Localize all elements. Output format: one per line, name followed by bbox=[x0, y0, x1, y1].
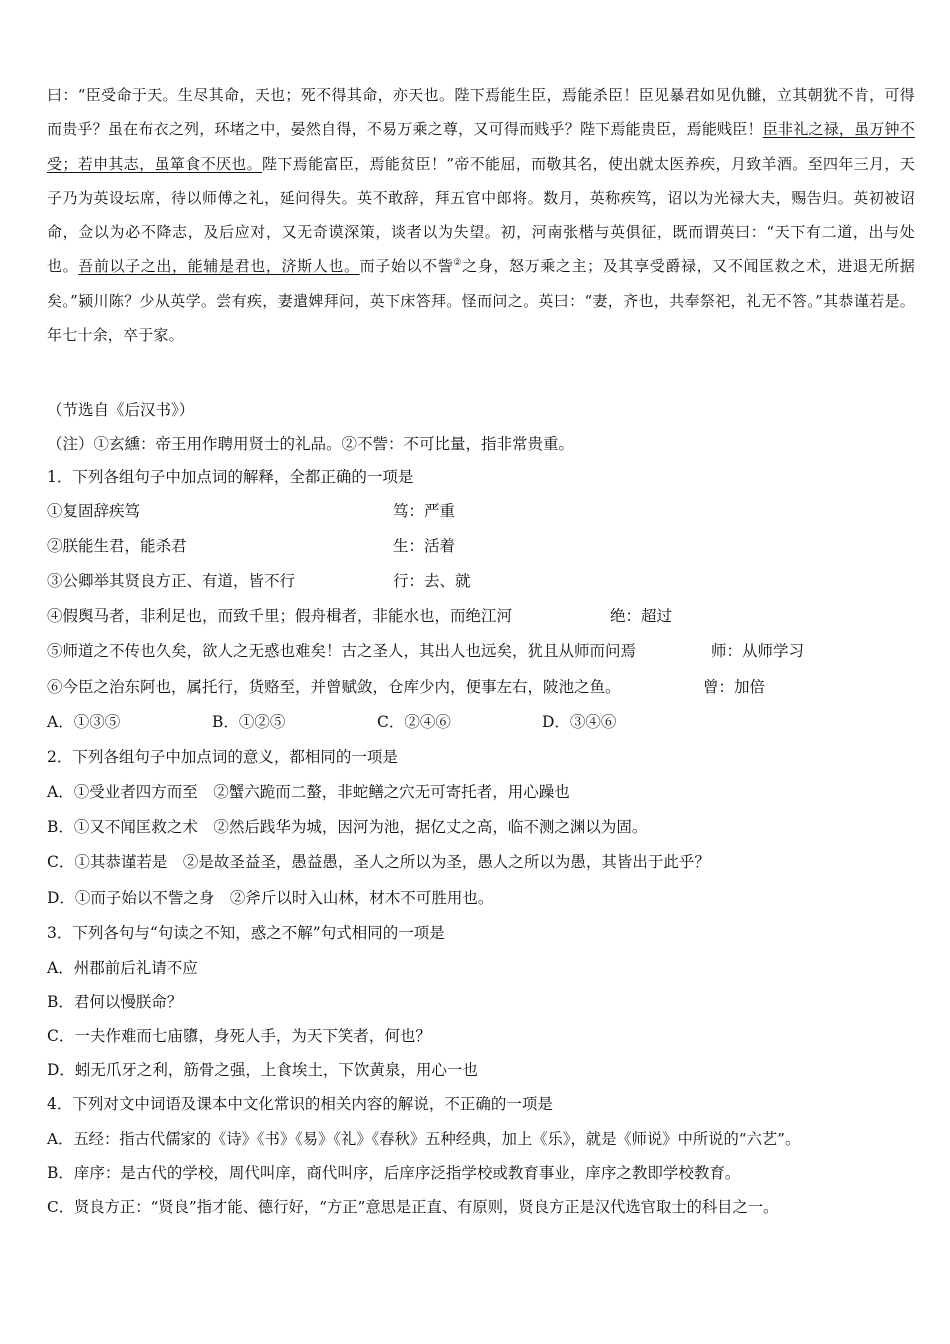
q1-item-gloss: 行：去、就 bbox=[393, 572, 471, 590]
q1-option-b[interactable]: B．①②⑤ bbox=[212, 713, 286, 731]
q1-item bbox=[47, 499, 927, 521]
q1-item-gloss: 曾：加倍 bbox=[703, 678, 766, 696]
question-4-stem: 4．下列对文中词语及课本中文化常识的相关内容的解说，不正确的一项是 bbox=[47, 1095, 553, 1113]
q1-item bbox=[47, 639, 927, 661]
q1-item-gloss: 师：从师学习 bbox=[711, 642, 805, 660]
q1-item bbox=[47, 569, 927, 591]
q1-item bbox=[47, 675, 927, 697]
q1-item-text: ④假舆马者，非利足也，而致千里；假舟楫者，非能水也，而绝江河 bbox=[47, 607, 513, 625]
q1-options bbox=[47, 710, 927, 732]
passage-text: 而子始以不訾 bbox=[359, 257, 454, 276]
footnote-marker: ② bbox=[453, 258, 463, 269]
q1-option-c[interactable]: C．②④⑥ bbox=[377, 713, 451, 731]
q2-option-c[interactable]: C．①其恭谨若是 ②是故圣益圣，愚益愚，圣人之所以为圣，愚人之所以为愚，其皆出于此乎？ bbox=[47, 853, 710, 871]
q4-option-a[interactable]: A．五经：指古代儒家的《诗》《书》《易》《礼》《春秋》五种经典，加上《乐》，就是《师说》中所说的“六艺”。 bbox=[47, 1130, 801, 1148]
q1-item-gloss: 生：活着 bbox=[393, 537, 456, 555]
underlined-sentence-2: 吾前以子之出，能辅是君也，济斯人也。 bbox=[78, 257, 360, 276]
q3-option-b[interactable]: B．君何以慢朕命？ bbox=[47, 993, 183, 1011]
question-2-stem: 2．下列各组句子中加点词的意义，都相同的一项是 bbox=[47, 748, 398, 766]
q4-option-b[interactable]: B．庠序：是古代的学校，周代叫庠，商代叫序，后庠序泛指学校或教育事业，庠序之教即学校教育。 bbox=[47, 1164, 741, 1182]
q1-item bbox=[47, 534, 927, 556]
q3-option-d[interactable]: D．蚓无爪牙之利，筋骨之强，上食埃土，下饮黄泉，用心一也 bbox=[47, 1061, 478, 1079]
q3-option-c[interactable]: C．一夫作难而七庙隳，身死人手，为天下笑者，何也？ bbox=[47, 1027, 431, 1045]
question-1-stem: 1．下列各组句子中加点词的解释，全都正确的一项是 bbox=[47, 468, 414, 486]
question-3-stem: 3．下列各句与“句读之不知，惑之不解”句式相同的一项是 bbox=[47, 924, 445, 942]
q1-item-gloss: 笃：严重 bbox=[393, 502, 456, 520]
q2-option-b[interactable]: B．①又不闻匡救之术 ②然后践华为城，因河为池，据亿丈之高，临不测之渊以为固。 bbox=[47, 818, 648, 836]
q1-item-gloss: 绝：超过 bbox=[610, 607, 673, 625]
q4-option-c[interactable]: C．贤良方正：“贤良”指才能、德行好，“方正”意思是正直、有原则，贤良方正是汉代选官取士的科目之一。 bbox=[47, 1198, 779, 1216]
source-citation: （节选自《后汉书》） bbox=[47, 401, 195, 419]
underlined-sentence-1: 臣非礼之禄，虽万钟不受；若申其志，虽箪食不厌也。 bbox=[47, 120, 915, 173]
q1-item-text: ③公卿举其贤良方正、有道，皆不行 bbox=[47, 572, 296, 590]
classical-passage bbox=[47, 78, 915, 352]
q1-item-text: ②朕能生君，能杀君 bbox=[47, 537, 187, 555]
q1-item-text: ⑤师道之不传也久矣，欲人之无惑也难矣！古之圣人，其出人也远矣，犹且从师而问焉 bbox=[47, 642, 637, 660]
q1-option-a[interactable]: A．①③⑤ bbox=[47, 713, 121, 731]
q1-item bbox=[47, 604, 927, 626]
q2-option-a[interactable]: A．①受业者四方而至 ②蟹六跪而二螯，非蛇鳝之穴无可寄托者，用心躁也 bbox=[47, 783, 570, 801]
q1-item-text: ①复固辞疾笃 bbox=[47, 502, 141, 520]
passage-text: 之身，怒万乘之主；及其享受爵禄，又不闻匡救之术，进退无所据矣。”颍川陈？少从英学。尝有疾，妻遣婢拜问，英下床答拜。怪而问之。英曰：“妻，齐也，共奉祭祀，礼无不答。”其恭谨若是。年七十余，卒于家。 bbox=[47, 257, 915, 345]
q2-option-d[interactable]: D．①而子始以不訾之身 ②斧斤以时入山林，材木不可胜用也。 bbox=[47, 889, 494, 907]
annotation-note: （注）①玄纁：帝王用作聘用贤士的礼品。②不訾：不可比量，指非常贵重。 bbox=[47, 435, 575, 453]
q1-item-text: ⑥今臣之治东阿也，属托行，货赂至，并曾赋敛，仓库少内，便事左右，陂池之鱼。 bbox=[47, 678, 621, 696]
q3-option-a[interactable]: A．州郡前后礼请不应 bbox=[47, 959, 198, 977]
passage-text: 陛下焉能富臣，焉能贫臣！”帝不能屈，而敬其名，使出就太医养疾，月致羊酒。至四年三月，天子乃为英设坛席，待以师傅之礼，延问得失。英不敢辞，拜五官中郎将。数月，英称疾笃，诏以为光禄大夫，赐告归。英初被诏命，佥以为必不降志，及后应对，又无奇谟深策，谈者以为失望。初，河南张楷与英俱征，既而谓英曰：“天下有二道，出与处也。 bbox=[47, 154, 915, 276]
passage-text: 曰：“臣受命于天。生尽其命，天也；死不得其命，亦天也。陛下焉能生臣，焉能杀臣！臣见暴君如见仇雠，立其朝犹不肯，可得而贵乎？虽在布衣之列，环堵之中，晏然自得，不易万乘之尊，又可得而贱乎？陛下焉能贵臣，焉能贱臣！ bbox=[47, 86, 915, 139]
q1-option-d[interactable]: D．③④⑥ bbox=[542, 713, 617, 731]
